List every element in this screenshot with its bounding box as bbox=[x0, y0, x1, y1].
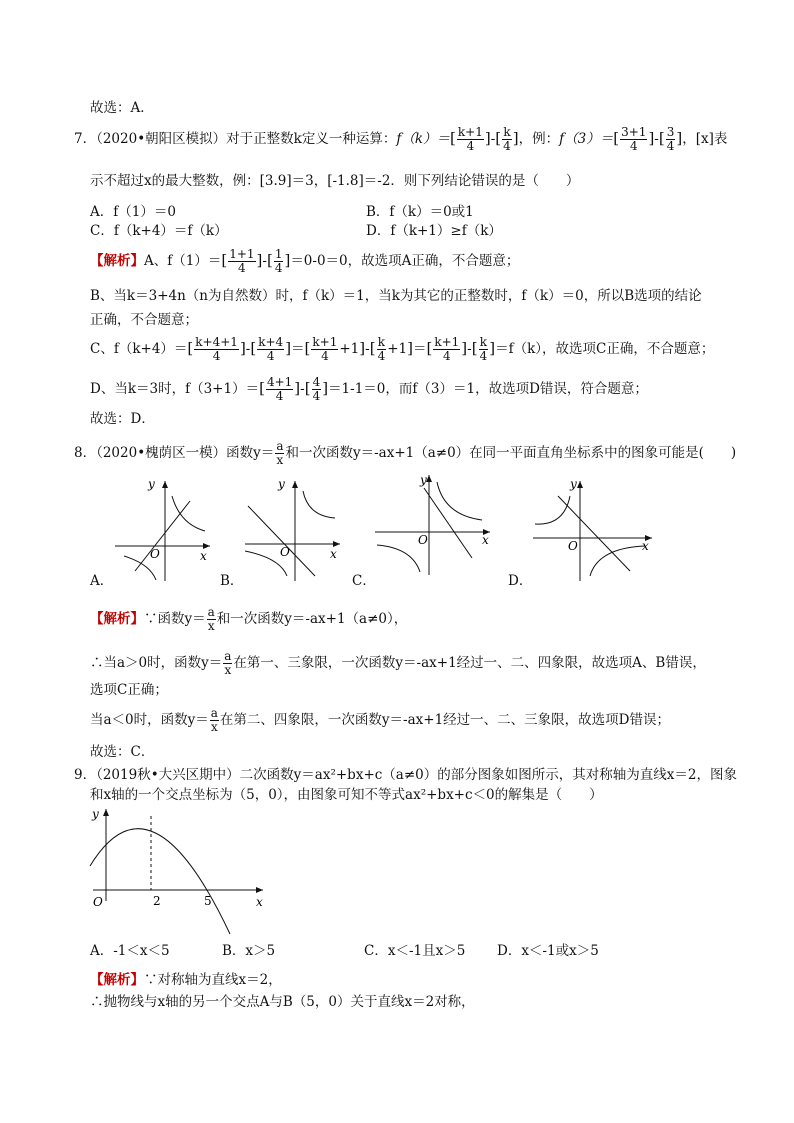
svg-text:O: O bbox=[150, 547, 160, 561]
svg-text:x: x bbox=[642, 539, 649, 553]
svg-text:O: O bbox=[93, 895, 103, 909]
fraction: $\frac{k+4+1}{4}$ bbox=[195, 335, 238, 363]
svg-text:y: y bbox=[420, 473, 427, 487]
q7-option-c: C．f（k+4）＝f（k） bbox=[90, 223, 228, 239]
q9-option-d: D．x＜-1或x＞5 bbox=[497, 943, 599, 959]
analysis-tag: 【解析】 bbox=[90, 972, 144, 988]
q7-stem-line1: 7．（2020•朝阳区模拟）对于正整数k定义一种运算：f（k）＝[ $\frac{k+1}{4}$ ]-[ $\frac{k}{4}$ ]，例：f（3）＝[ $\frac{3+1}{4}$ ]-[ $\frac{3}{4}$ ]，[x]表 bbox=[74, 125, 728, 153]
q8-graph-b bbox=[240, 476, 345, 586]
analysis-tag: 【解析】 bbox=[90, 611, 144, 627]
analysis-tag: 【解析】 bbox=[90, 253, 144, 269]
q8-analysis-2: ∴当a＞0时，函数y＝ $\frac{a}{x}$ 在第一、三象限，一次函数y＝-ax+1经过一、二、四象限，故选项A、B错误， bbox=[90, 649, 706, 677]
svg-text:x: x bbox=[330, 547, 337, 561]
fraction: $\frac{a}{x}$ bbox=[210, 706, 218, 734]
svg-text:5: 5 bbox=[204, 894, 212, 908]
q7-source: （2020•朝阳区模拟） bbox=[96, 131, 227, 147]
q7-analysis-c: C、f（k+4）＝[ $\frac{k+4+1}{4}$ ]-[ $\frac{k+4}{4}$ ]＝[ $\frac{k+1}{4}$ +1]-[ $\frac{k}{4}$ +1]＝[ $\frac{k+1}{4}$ ]-[ $\frac{k}{4}$ ]＝f（k），故选项C正确，不合题意； bbox=[90, 335, 715, 363]
svg-text:x: x bbox=[256, 895, 263, 909]
svg-text:y: y bbox=[278, 477, 285, 491]
q8-stem: 8．（2020•槐荫区一模）函数y＝ $\frac{a}{x}$ 和一次函数y＝-ax+1（a≠0）在同一平面直角坐标系中的图象可能是( ) bbox=[74, 439, 737, 467]
q8-graph-d bbox=[530, 476, 660, 586]
fraction: $\frac{1+1}{4}$ bbox=[229, 247, 255, 275]
fraction: $\frac{k+1}{4}$ bbox=[312, 335, 338, 363]
svg-text:x: x bbox=[200, 549, 207, 563]
q8-option-a: A． bbox=[90, 573, 114, 589]
fraction: $\frac{k}{4}$ bbox=[377, 335, 386, 363]
q9-analysis-1: 【解析】∵对称轴为直线x＝2， bbox=[90, 972, 282, 988]
svg-text:O: O bbox=[568, 539, 578, 553]
q9-option-b: B．x＞5 bbox=[222, 943, 276, 959]
fraction: $\frac{3}{4}$ bbox=[666, 125, 675, 153]
svg-text:O: O bbox=[280, 545, 290, 559]
fraction: $\frac{a}{x}$ bbox=[207, 605, 215, 633]
q9-analysis-2: ∴抛物线与x轴的另一个交点A与B（5，0）关于直线x＝2对称， bbox=[90, 994, 475, 1010]
q8-analysis-1: 【解析】∵函数y＝ $\frac{a}{x}$ 和一次函数y＝-ax+1（a≠0）， bbox=[90, 605, 408, 633]
q7-answer: 故选：D． bbox=[90, 411, 155, 427]
q9-stem-2: 和x轴的一个交点坐标为（5，0），由图象可知不等式ax²+bx+c＜0的解集是（ ） bbox=[90, 787, 603, 803]
fraction: $\frac{a}{x}$ bbox=[276, 439, 284, 467]
fraction: $\frac{k}{4}$ bbox=[503, 125, 511, 153]
q9-parabola-graph bbox=[88, 806, 273, 936]
fraction: $\frac{k+4}{4}$ bbox=[258, 335, 284, 363]
fraction: $\frac{k+1}{4}$ bbox=[457, 125, 483, 153]
q7-option-a: A．f（1）＝0 bbox=[90, 204, 176, 220]
q8-answer: 故选：C． bbox=[90, 744, 155, 760]
q8-analysis-4: 当a＜0时，函数y＝ $\frac{a}{x}$ 在第二、四象限，一次函数y＝-ax+1经过一、二、三象限，故选项D错误； bbox=[90, 706, 670, 734]
svg-text:y: y bbox=[148, 477, 155, 491]
q7-option-b: B．f（k）＝0或1 bbox=[366, 204, 474, 220]
q9-option-c: C．x＜-1且x＞5 bbox=[364, 943, 466, 959]
q6-answer: 故选：A． bbox=[90, 100, 154, 116]
q8-graph-c bbox=[372, 470, 497, 580]
fraction: $\frac{k+1}{4}$ bbox=[434, 335, 460, 363]
q7-number: 7． bbox=[74, 131, 97, 147]
q7-analysis-a: 【解析】A、f（1）＝[ $\frac{1+1}{4}$ ]-[ $\frac{1}{4}$ ]＝0-0＝0，故选项A正确，不合题意； bbox=[90, 247, 520, 275]
fraction: $\frac{1}{4}$ bbox=[274, 247, 283, 275]
fraction: $\frac{3+1}{4}$ bbox=[621, 125, 647, 153]
q8-option-c: C． bbox=[352, 573, 376, 589]
svg-text:x: x bbox=[482, 533, 489, 547]
fraction: $\frac{4+1}{4}$ bbox=[266, 375, 293, 403]
f3-label: f（3）＝ bbox=[559, 131, 614, 147]
q7-analysis-b1: B、当k＝3+4n（n为自然数）时，f（k）＝1，当k为其它的正整数时，f（k）＝0，所以B选项的结论 bbox=[90, 288, 702, 304]
q7-analysis-d: D、当k＝3时，f（3+1）＝[ $\frac{4+1}{4}$ ]-[ $\frac{4}{4}$ ]＝1-1＝0，而f（3）＝1，故选项D错误，符合题意； bbox=[90, 375, 648, 403]
q7-stem-b: ，[x]表 bbox=[682, 131, 728, 147]
q9-option-a: A．-1＜x＜5 bbox=[90, 943, 170, 959]
fraction: $\frac{k}{4}$ bbox=[479, 335, 488, 363]
fraction: $\frac{4}{4}$ bbox=[312, 375, 321, 403]
q7-stem-line2: 示不超过x的最大整数，例：[3.9]＝3，[-1.8]＝-2．则下列结论错误的是（ ） bbox=[90, 173, 580, 189]
svg-text:y: y bbox=[92, 807, 99, 821]
q9-stem-1: 9．（2019秋•大兴区期中）二次函数y＝ax²+bx+c（a≠0）的部分图象如图所示，其对称轴为直线x＝2，图象 bbox=[74, 767, 737, 783]
svg-text:2: 2 bbox=[153, 894, 161, 908]
q8-analysis-3: 选项C正确； bbox=[90, 682, 168, 698]
q7-analysis-b2: 正确，不合题意； bbox=[90, 312, 198, 328]
q8-option-d: D． bbox=[508, 573, 533, 589]
svg-text:y: y bbox=[570, 477, 577, 491]
q7-stem-a: 对于正整数k定义一种运算： bbox=[226, 131, 397, 147]
q7-option-d: D．f（k+1）≥f（k） bbox=[366, 223, 502, 239]
q8-graph-a bbox=[110, 476, 215, 586]
fk-label: f（k）＝ bbox=[396, 131, 451, 147]
fraction: $\frac{a}{x}$ bbox=[224, 649, 232, 677]
q7-stem-example: ，例： bbox=[518, 131, 560, 147]
svg-text:O: O bbox=[418, 533, 428, 547]
q8-option-b: B． bbox=[220, 573, 244, 589]
